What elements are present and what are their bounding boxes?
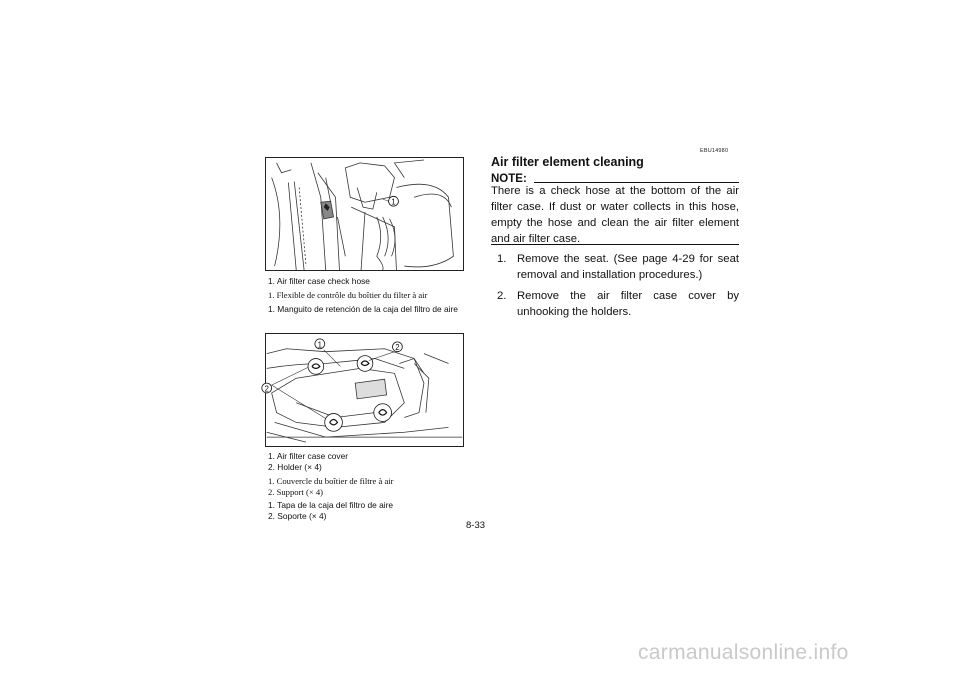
check-hose-illustration xyxy=(266,158,463,270)
step-item xyxy=(497,288,739,320)
figure1-captions xyxy=(268,276,370,287)
steps-list xyxy=(497,251,739,325)
figure-case-cover xyxy=(265,333,464,447)
figure1-captions-es xyxy=(268,304,458,315)
figure-check-hose xyxy=(265,157,464,271)
case-cover-illustration xyxy=(266,334,463,446)
caption-en-1: 1. Air filter case cover xyxy=(268,451,349,461)
section-title: Air filter element cleaning xyxy=(491,155,644,169)
callout-1: 1 xyxy=(317,340,322,350)
figure2-captions-es xyxy=(268,500,393,522)
caption-es: 1. Manguito de retención de la caja del filtro de aire xyxy=(268,304,458,314)
section-code: EBU14980 xyxy=(700,148,729,154)
step-text: Remove the seat. (See page 4-29 for seat removal and installation procedures.) xyxy=(517,253,739,281)
caption-es-2: 2. Soporte (× 4) xyxy=(268,511,327,521)
figure2-captions-en xyxy=(268,451,348,473)
callout-2-left: 2 xyxy=(264,384,269,394)
step-item xyxy=(497,251,739,283)
caption-en-2: 2. Holder (× 4) xyxy=(268,462,322,472)
figure1-captions-fr xyxy=(268,290,427,301)
note-label: NOTE: xyxy=(491,173,527,185)
caption-fr: 1. Flexible de contrôle du boîtier du filter à air xyxy=(268,290,428,300)
note-text: There is a check hose at the bottom of the air filter case. If dust or water collects in this hose, empty the hose and clean the air filter element and air filter case. xyxy=(491,185,739,245)
step-text: Remove the air filter case cover by unhooking the holders. xyxy=(517,290,739,318)
step-number: 2. xyxy=(497,290,507,302)
page-number: 8-33 xyxy=(466,520,486,531)
caption-es-1: 1. Tapa de la caja del filtro de aire xyxy=(268,500,394,510)
note-end-rule xyxy=(491,244,739,245)
caption-fr-2: 2. Support (× 4) xyxy=(268,487,323,497)
callout-1: 1 xyxy=(391,197,396,207)
step-number: 1. xyxy=(497,253,507,265)
caption-fr-1: 1. Couvercle du boîtier de filtre à air xyxy=(268,476,394,486)
watermark-link[interactable]: carmanualsonline.info xyxy=(638,641,849,664)
figure2-captions-fr xyxy=(268,476,394,498)
caption-en: 1. Air filter case check hose xyxy=(268,276,370,286)
callout-2-right: 2 xyxy=(395,343,400,353)
